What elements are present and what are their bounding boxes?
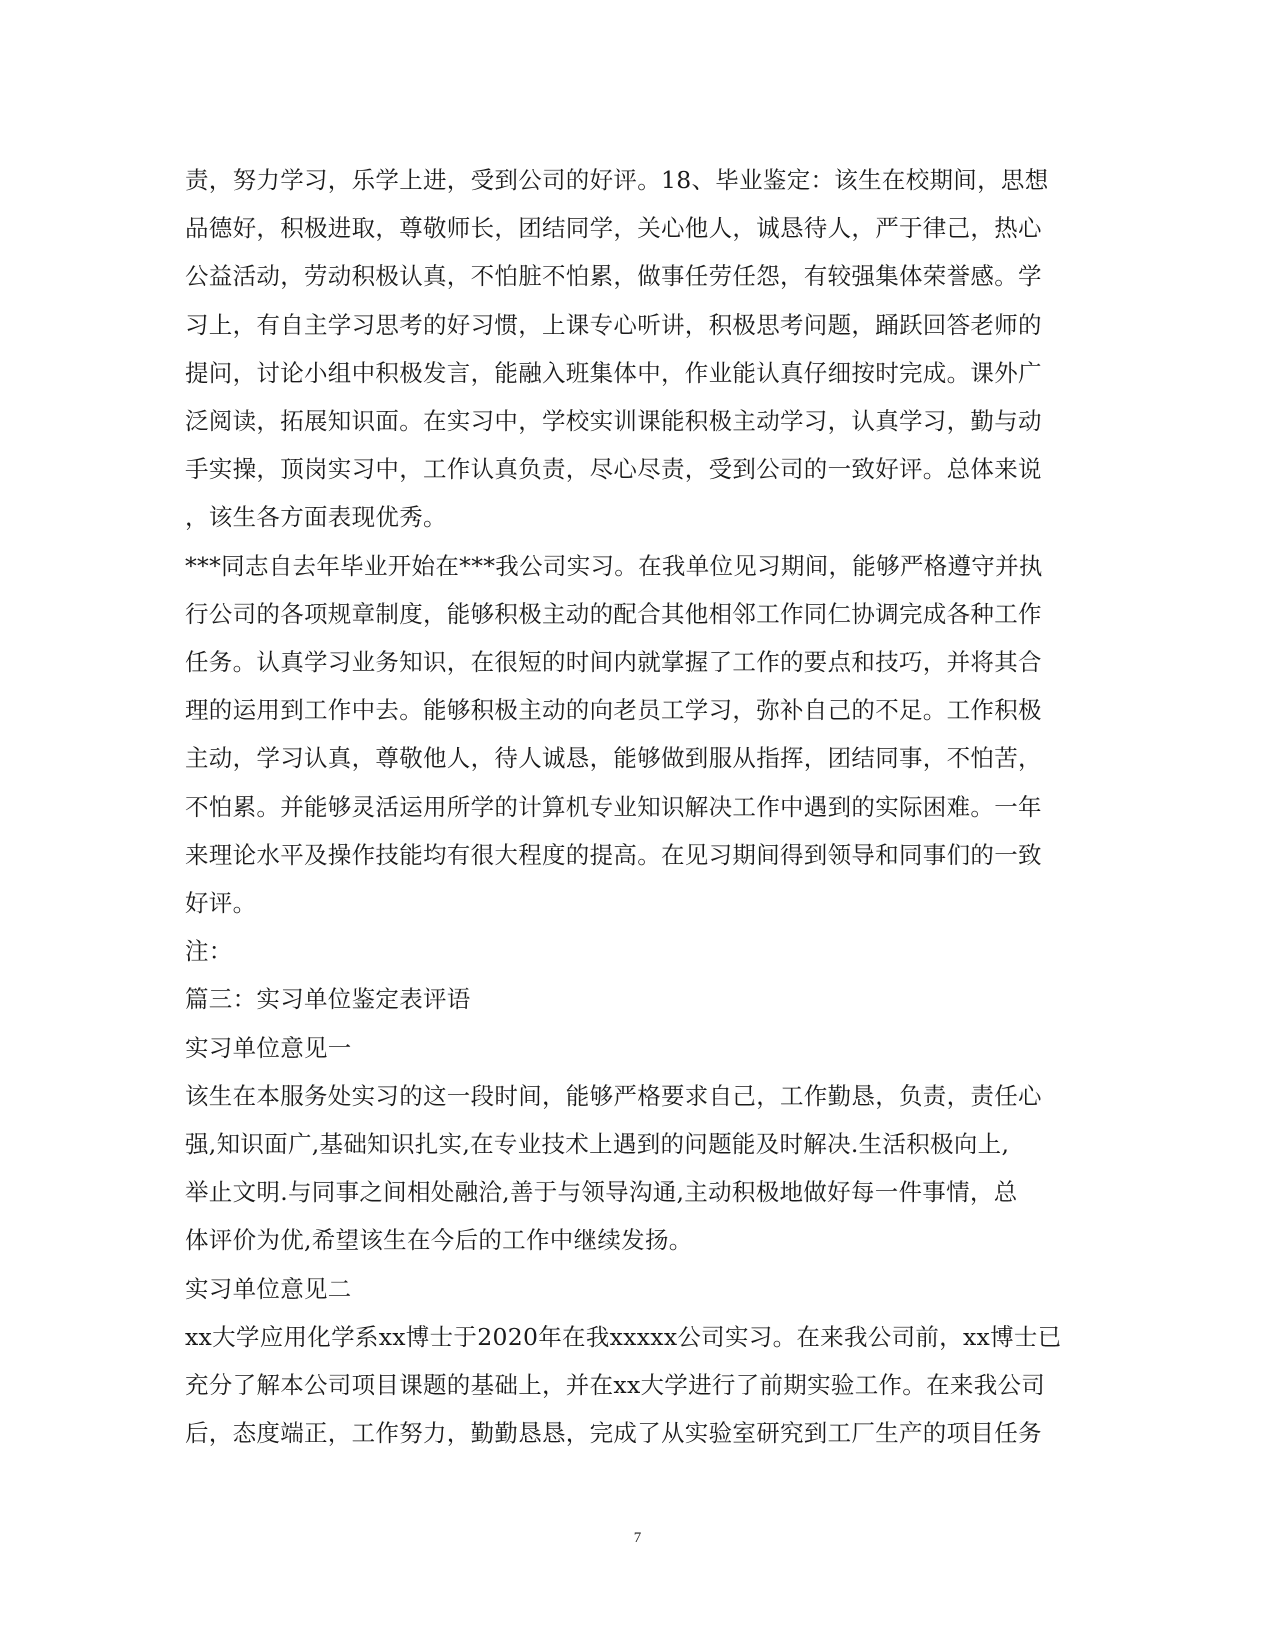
para-appraisal-18 (185, 156, 1065, 542)
text-line: 行公司的各项规章制度，能够积极主动的配合其他相邻工作同仁协调完成各种工作 (185, 599, 1042, 628)
text-line: ，该生各方面表现优秀。 (185, 503, 447, 532)
para-note (185, 927, 1065, 975)
text-line: 手实操，顶岗实习中，工作认真负责，尽心尽责，受到公司的一致好评。总体来说 (185, 455, 1042, 484)
opinion-1-body (185, 1072, 1065, 1265)
text-line: 来理论水平及操作技能均有很大程度的提高。在见习期间得到领导和同事们的一致 (185, 840, 1042, 869)
text-line: 篇三：实习单位鉴定表评语 (185, 985, 471, 1014)
text-line: 举止文明.与同事之间相处融洽,善于与领导沟通,主动积极地做好每一件事情，总 (185, 1178, 1018, 1207)
document-body (185, 156, 1065, 1457)
para-comrade (185, 542, 1065, 928)
text-line: 后，态度端正，工作努力，勤勤恳恳，完成了从实验室研究到工厂生产的项目任务 (185, 1419, 1042, 1448)
section-heading (185, 975, 1065, 1023)
text-line: 实习单位意见一 (185, 1033, 352, 1062)
text-line: 主动，学习认真，尊敬他人，待人诚恳，能够做到服从指挥，团结同事，不怕苦， (185, 744, 1042, 773)
text-line: 充分了解本公司项目课题的基础上，并在xx大学进行了前期实验工作。在来我公司 (185, 1371, 1046, 1400)
text-line: 注： (185, 937, 233, 966)
text-line: 提问，讨论小组中积极发言，能融入班集体中，作业能认真仔细按时完成。课外广 (185, 358, 1042, 387)
opinion-2-body (185, 1313, 1065, 1458)
opinion-2-heading (185, 1265, 1065, 1313)
page-number: 7 (633, 1530, 642, 1546)
text-line: ***同志自去年毕业开始在***我公司实习。在我单位见习期间，能够严格遵守并执 (185, 551, 1043, 580)
opinion-1-heading (185, 1024, 1065, 1072)
text-line: 公益活动，劳动积极认真，不怕脏不怕累，做事任劳任怨，有较强集体荣誉感。学 (185, 262, 1042, 291)
text-line: 该生在本服务处实习的这一段时间，能够严格要求自己，工作勤恳，负责，责任心 (185, 1081, 1042, 1110)
text-line: 任务。认真学习业务知识，在很短的时间内就掌握了工作的要点和技巧，并将其合 (185, 648, 1042, 677)
text-line: 习上，有自主学习思考的好习惯，上课专心听讲，积极思考问题，踊跃回答老师的 (185, 310, 1042, 339)
text-line: 体评价为优,希望该生在今后的工作中继续发扬。 (185, 1226, 693, 1255)
text-line: xx大学应用化学系xx博士于2020年在我xxxxx公司实习。在来我公司前，xx博士已 (185, 1322, 1062, 1351)
text-line: 强,知识面广,基础知识扎实,在专业技术上遇到的问题能及时解决.生活积极向上, (185, 1130, 1010, 1159)
text-line: 实习单位意见二 (185, 1274, 352, 1303)
text-line: 理的运用到工作中去。能够积极主动的向老员工学习，弥补自己的不足。工作积极 (185, 696, 1042, 725)
text-line: 好评。 (185, 889, 257, 918)
text-line: 不怕累。并能够灵活运用所学的计算机专业知识解决工作中遇到的实际困难。一年 (185, 792, 1042, 821)
text-line: 泛阅读，拓展知识面。在实习中，学校实训课能积极主动学习，认真学习，勤与动 (185, 407, 1042, 436)
text-line: 责，努力学习，乐学上进，受到公司的好评。18、毕业鉴定：该生在校期间，思想 (185, 166, 1049, 194)
text-line: 品德好，积极进取，尊敬师长，团结同学，关心他人，诚恳待人，严于律己，热心 (185, 214, 1042, 243)
